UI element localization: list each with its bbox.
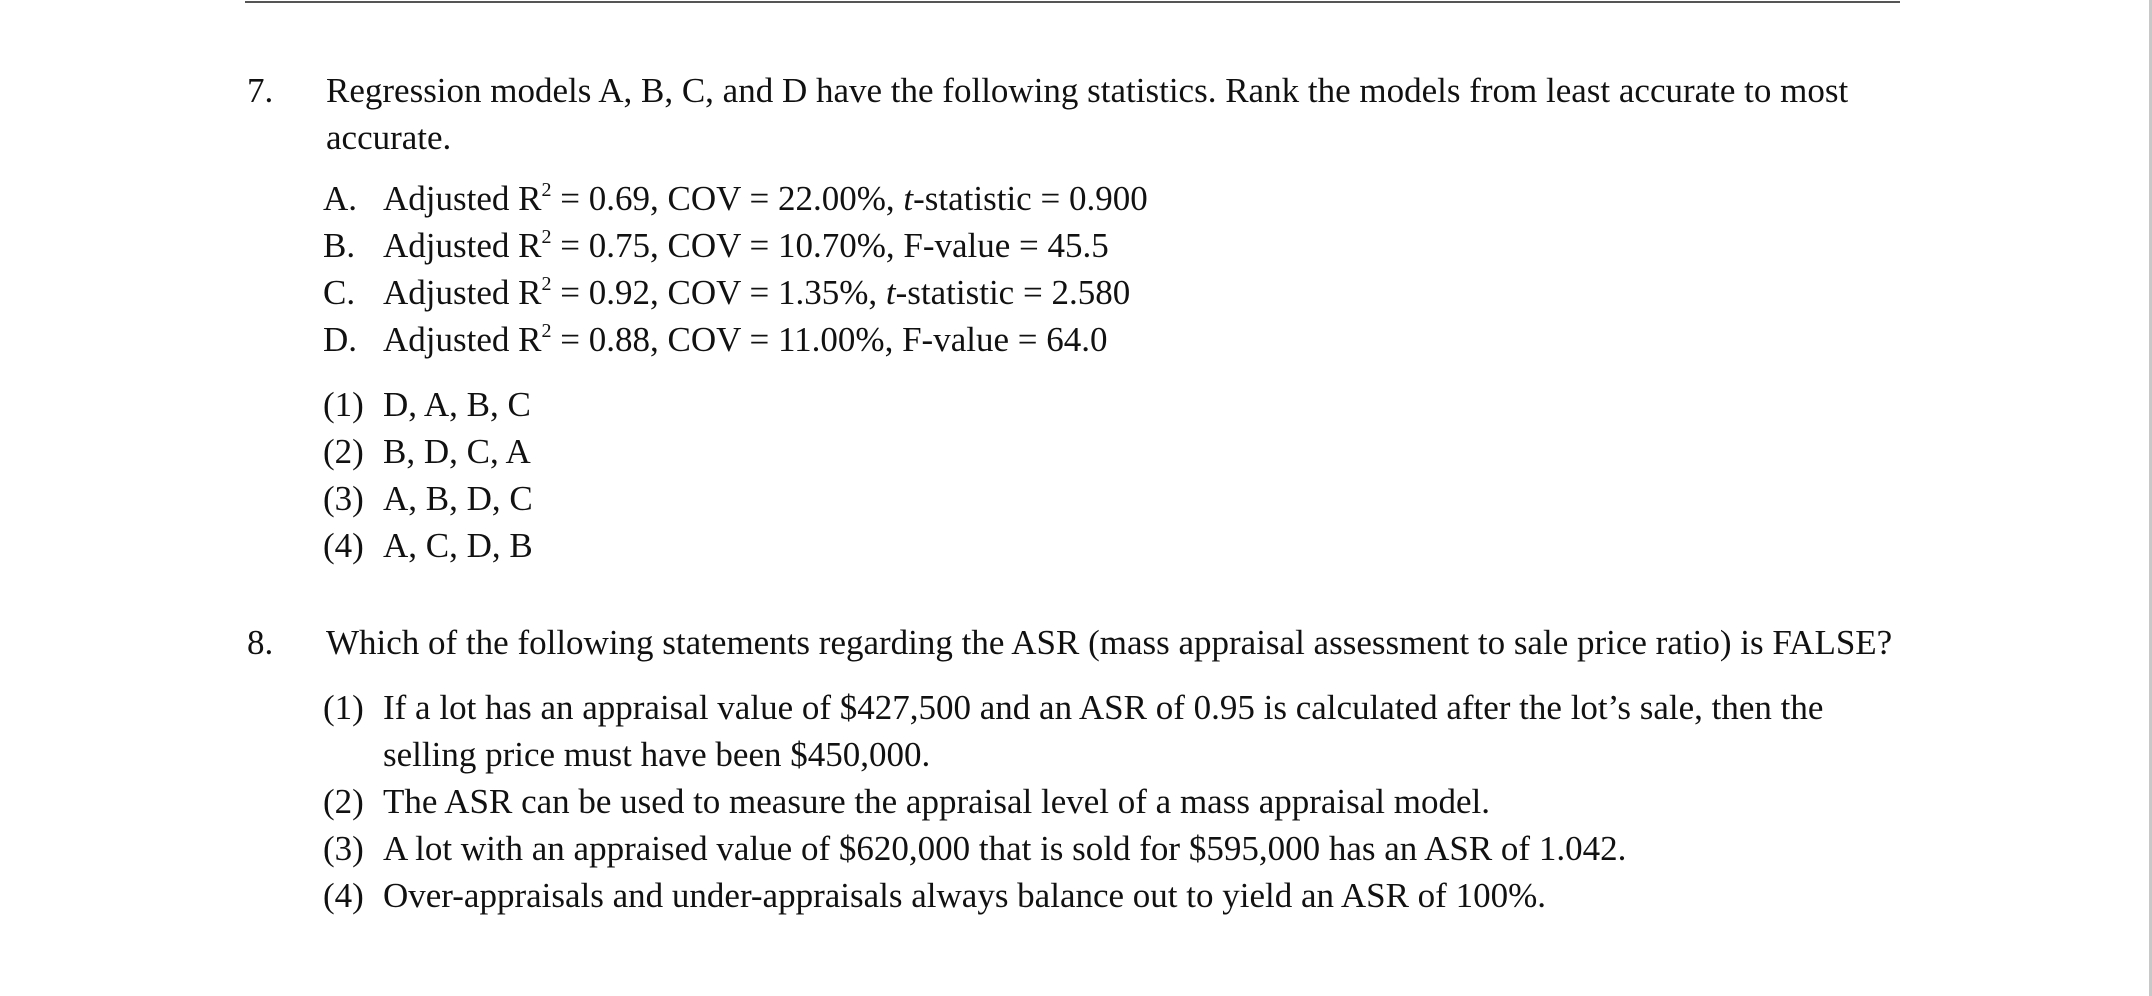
statistic-label: Adjusted R — [383, 179, 542, 218]
option-text: A lot with an appraised value of $620,000 that is sold for $595,000 has an ASR of 1.042. — [383, 829, 1627, 868]
statistic-text — [383, 222, 1905, 269]
statistic-label: Adjusted R — [383, 226, 542, 265]
statistic-tail: -statistic = 2.580 — [895, 273, 1131, 312]
statistic-text — [383, 269, 1905, 316]
answer-option[interactable] — [245, 381, 1905, 428]
question-7 — [245, 67, 1905, 569]
option-text: A, B, D, C — [383, 479, 533, 518]
question-text: Regression models A, B, C, and D have the following statistics. Rank the models from least accurate to most accurate. — [326, 71, 1849, 157]
option-text: B, D, C, A — [383, 432, 531, 471]
question-number: 7. — [247, 71, 274, 110]
statistic-letter: A. — [323, 179, 358, 218]
answer-option[interactable] — [245, 778, 1905, 825]
answer-option[interactable] — [245, 872, 1905, 919]
option-label: (1) — [323, 385, 364, 424]
statistic-text — [383, 316, 1905, 363]
statistic-label: Adjusted R — [383, 320, 542, 359]
statistic-letter: B. — [323, 226, 356, 265]
option-label: (3) — [323, 829, 364, 868]
statistic-values: = 0.92, COV = 1.35%, — [551, 273, 886, 312]
top-divider — [245, 1, 1900, 3]
answer-options — [245, 381, 1905, 569]
option-label: (1) — [323, 688, 364, 727]
answer-option[interactable] — [245, 522, 1905, 569]
answer-option[interactable] — [245, 684, 1905, 778]
option-label: (2) — [323, 432, 364, 471]
answer-option[interactable] — [245, 428, 1905, 475]
superscript: 2 — [541, 273, 552, 295]
option-text: If a lot has an appraisal value of $427,500 and an ASR of 0.95 is calculated after the lot’s sale, then the selling price must have been $450,000. — [383, 688, 1824, 774]
option-text: D, A, B, C — [383, 385, 531, 424]
italic-t: t — [885, 273, 896, 312]
italic-t: t — [903, 179, 914, 218]
option-text: A, C, D, B — [383, 526, 533, 565]
statistic-text — [383, 175, 1905, 222]
answer-option[interactable] — [245, 825, 1905, 872]
question-text: Which of the following statements regarding the ASR (mass appraisal assessment to sale price ratio) is FALSE? — [326, 623, 1893, 662]
statistics-list — [245, 175, 1905, 363]
option-text: Over-appraisals and under-appraisals always balance out to yield an ASR of 100%. — [383, 876, 1546, 915]
statistic-item — [245, 222, 1905, 269]
statistic-item — [245, 269, 1905, 316]
question-number: 8. — [247, 623, 274, 662]
statistic-values: = 0.88, COV = 11.00%, F-value = 64.0 — [551, 320, 1108, 359]
answer-options — [245, 684, 1905, 919]
option-label: (2) — [323, 782, 364, 821]
statistic-item — [245, 316, 1905, 363]
superscript: 2 — [541, 179, 552, 201]
question-8 — [245, 619, 1905, 919]
statistic-values: = 0.75, COV = 10.70%, F-value = 45.5 — [551, 226, 1109, 265]
option-label: (4) — [323, 876, 364, 915]
superscript: 2 — [541, 226, 552, 248]
statistic-values: = 0.69, COV = 22.00%, — [551, 179, 904, 218]
statistic-letter: D. — [323, 320, 358, 359]
option-label: (4) — [323, 526, 364, 565]
statistic-tail: -statistic = 0.900 — [913, 179, 1148, 218]
superscript: 2 — [541, 320, 552, 342]
answer-option[interactable] — [245, 475, 1905, 522]
option-text: The ASR can be used to measure the appraisal level of a mass appraisal model. — [383, 782, 1491, 821]
statistic-letter: C. — [323, 273, 356, 312]
statistic-item — [245, 175, 1905, 222]
statistic-label: Adjusted R — [383, 273, 542, 312]
option-label: (3) — [323, 479, 364, 518]
